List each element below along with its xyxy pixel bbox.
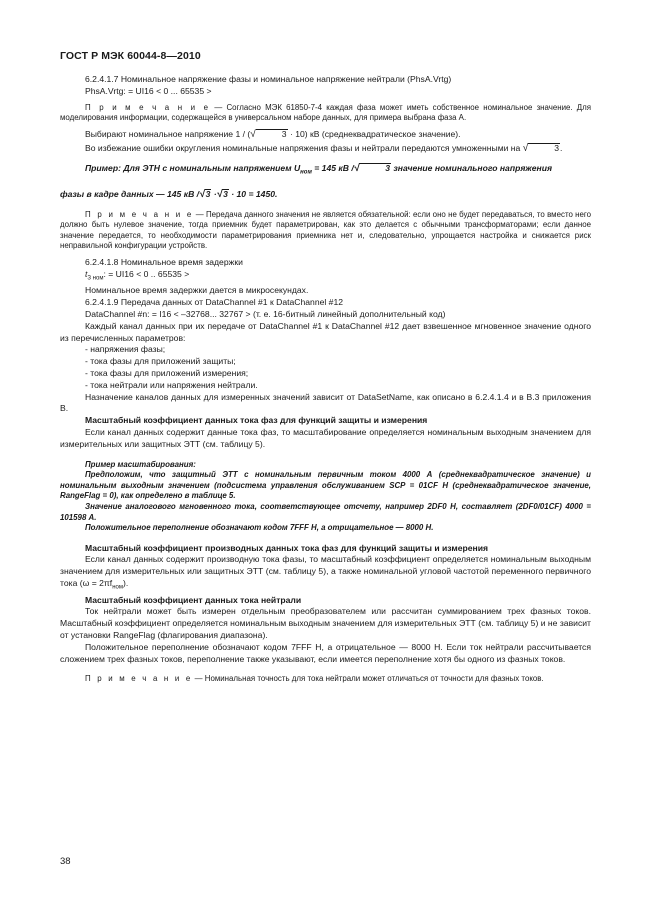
list-item: - тока фазы для приложений измерения; — [85, 367, 249, 378]
heading-phase-current-scale: Масштабный коэффициент данных тока фаз для функций защиты и измерения — [85, 415, 428, 426]
sqrt-icon: √ — [199, 188, 205, 200]
example-title: Пример масштабирования: — [85, 459, 196, 469]
section-6-2-4-1-8-title: 6.2.4.1.8 Номинальное время задержки — [85, 257, 243, 268]
example-rated-voltage: Пример: Для ЭТН с номинальным напряжением $U_{ном} = 145$ кВ /√ 3 значение номинального напряжения — [85, 163, 553, 177]
example-line: Положительное переполнение обозначают кодом 7FFF H, а отрицательное — 8000 Н. — [85, 523, 434, 533]
datachannel-description: Каждый канал данных при их передаче от DataChannel #1 к DataChannel #12 дает взвешенное мгновенное значение одного из перечисленных параметров: — [60, 320, 591, 343]
note-phase-voltage: П р и м е ч а н и е — Согласно МЭК 61850-7-4 каждая фаза может иметь собственное номинальное значение. Для моделирования информации, содержащейся в универсальном наборе данных, для примера выбрана фаза А. — [60, 102, 591, 123]
rated-voltage-choice: Выбирают номинальное напряжение 1 / (√ 3 · 10) кВ (среднеквадратическое значение). — [85, 128, 461, 140]
note-neutral-accuracy: П р и м е ч а н и е — Номинальная точность для тока нейтрали может отличаться от точности для фазных токов. — [85, 674, 544, 684]
note-transmission-optional: П р и м е ч а н и е — Передача данного значения не является обязательной: если оно не будет передаваться, то вместо него должно быть нулевое значение, тогда приемник будет параметрирован, как это делается с обычными трансформаторами; если данное значение передается, то необходимости параметрирования приемника нет и, следовательно, упрощается настройка и снижается риск неправильной конфигурации устройств. — [60, 209, 592, 251]
document-header: ГОСТ Р МЭК 60044-8—2010 — [60, 50, 201, 62]
list-item: - тока фазы для приложений защиты; — [85, 356, 236, 367]
scaling-example — [60, 460, 591, 534]
example-line: Предположим, что защитный ЭТТ с номинальным первичным током 4000 А (среднеквадратическое значение) и номинальным выходным значением (подсистема управления обслуживанием SCP = 01CF H (среднеквадратическое значение, RangeFlag = 0), как определено в таблице 5. — [60, 470, 591, 501]
derivative-scale-text: Если канал данных содержит производную тока фазы, то масштабный коэффициент определяется номинальным выходным значением для измерительных или защитных ЭТТ (см. таблицу 5), а также номинальной угловой частотой переменного первичного тока $(\omega = 2\pi f_{ном})$. — [60, 554, 591, 591]
datachannel-definition: DataChannel #n: = I16 < –32768... 32767 > (т. е. 16-битный линейный дополнительный код) — [85, 308, 446, 319]
list-item: - напряжения фазы; — [85, 344, 166, 355]
example-rated-voltage-cont: фазы в кадре данных — 145 кВ /√3 ·√3 · 10 = 1450. — [60, 188, 278, 200]
delay-definition: $t_{З ном}$: = UI16 < 0 .. 65535 > — [85, 268, 190, 282]
section-6-2-4-1-9-title: 6.2.4.1.9 Передача данных от DataChannel #1 к DataChannel #12 — [85, 297, 344, 308]
document-body — [60, 74, 591, 685]
rounding-paragraph: Во избежание ошибки округления номинальные напряжения фазы и нейтрали передаются умноженными на √ 3. — [85, 142, 563, 154]
list-item: - тока нейтрали или напряжения нейтрали. — [85, 379, 258, 390]
sqrt-icon: √ — [522, 142, 529, 154]
phase-current-scale-text: Если канал данных содержит данные тока фаз, то масштабирование определяется номинальным выходным значением для измерительных или защитных ЭТТ (см. таблицу 5). — [60, 426, 591, 449]
channel-assignment: Назначение каналов данных для измеренных значений зависит от DataSetName, как описано в 6.2.4.1.4 и в В.3 приложения В. — [60, 391, 591, 414]
sqrt-icon: √ — [250, 128, 256, 140]
note-label: П р и м е ч а н и е — [85, 102, 211, 112]
sqrt-icon: √ — [216, 188, 223, 200]
page-number: 38 — [60, 856, 71, 867]
section-6-2-4-1-7-title: 6.2.4.1.7 Номинальное напряжение фазы и номинальное напряжение нейтрали (PhsA.Vrtg) — [85, 74, 452, 84]
delay-units: Номинальное время задержки дается в микросекундах. — [85, 285, 309, 296]
phsa-vrtg-definition: PhsA.Vrtg: = UI16 < 0 ... 65535 > — [85, 85, 212, 96]
sqrt-icon: √ — [353, 163, 360, 175]
example-line: Значение аналогового мгновенного тока, соответствующее отсчету, например 2DF0 H, составляет (2DF0/01CF) 4000 = 101598 А. — [60, 501, 591, 522]
heading-neutral-scale: Масштабный коэффициент данных тока нейтрали — [85, 594, 302, 605]
overflow-text: Положительное переполнение обозначают кодом 7FFF H, а отрицательное — 8000 Н. Если ток нейтрали рассчитывается сложением трех фазных токов, переполнение также указывают, если имеется переполнение хотя бы одного из фазных токов. — [60, 641, 591, 664]
neutral-scale-text: Ток нейтрали может быть измерен отдельным преобразователем или рассчитан суммированием трех фазных токов. Масштабный коэффициент определяется номинальным выходным значением для измерительных ЭТТ (см. таблицу 5) и не зависит от установки RangeFlag (флагирования диапазона). — [60, 606, 591, 640]
heading-derivative-scale: Масштабный коэффициент производных данных тока фаз для функций защиты и измерения — [85, 542, 489, 553]
